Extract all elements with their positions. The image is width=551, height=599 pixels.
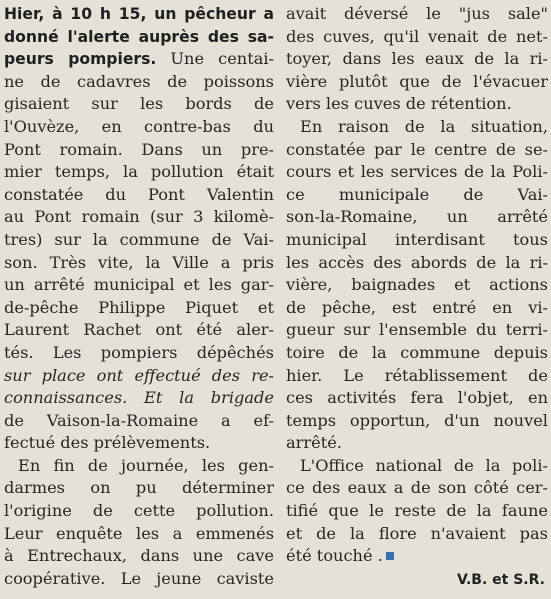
- line-text: des cuves, qu'il venait de net-: [286, 26, 548, 46]
- article-line: [286, 342, 548, 365]
- lead-text: peurs pompiers.: [4, 50, 157, 69]
- article-line: [4, 116, 274, 139]
- line-text: vière plutôt que de l'évacuer: [286, 71, 548, 91]
- article-line: [286, 48, 548, 71]
- article-line: [4, 206, 274, 229]
- line-text: son. Très vite, la Ville a pris: [4, 252, 274, 272]
- line-text: tres) sur la commune de Vai-: [4, 229, 274, 249]
- line-text: sur place ont effectué des re-: [4, 365, 274, 385]
- article-line: [4, 568, 274, 591]
- article-line: [4, 477, 274, 500]
- article-line: [286, 116, 548, 139]
- line-text: à Entrechaux, dans une cave: [4, 546, 274, 566]
- article-line: [4, 3, 274, 26]
- line-text: son-la-Romaine, un arrêté: [286, 207, 548, 227]
- article-line: [286, 93, 548, 116]
- line-text: avait déversé le "jus sale": [286, 4, 548, 23]
- article-line: [286, 71, 548, 94]
- line-text: les accès des abords de la ri-: [286, 252, 548, 272]
- line-text: un arrêté municipal et les gar-: [4, 275, 274, 295]
- article-line: [286, 500, 548, 523]
- article-line: [286, 432, 548, 455]
- article-line: [286, 410, 548, 433]
- author-signature: V.B. et S.R.: [456, 572, 545, 588]
- article-line: [4, 26, 274, 49]
- line-text: Laurent Rachet ont été aler-: [4, 320, 274, 340]
- line-text: temps opportun, d'un nouvel: [286, 410, 548, 430]
- article-line: [286, 229, 548, 252]
- line-text: cours et les services de la Poli-: [286, 162, 548, 182]
- line-text: de Vaison-la-Romaine a ef-: [4, 410, 274, 430]
- article-line: [286, 365, 548, 388]
- line-text: de-pêche Philippe Piquet et: [4, 297, 274, 317]
- line-text: mier temps, la pollution était: [4, 162, 274, 182]
- line-text: coopérative. Le jeune caviste: [4, 568, 274, 588]
- article-line: [286, 206, 548, 229]
- line-text: fectué des prélèvements.: [4, 433, 211, 453]
- line-text: gisaient sur les bords de: [4, 94, 274, 114]
- article-line: [4, 48, 274, 71]
- right-column: [286, 3, 548, 568]
- line-text: de pêche, est entré en vi-: [286, 297, 548, 317]
- line-text: donné l'alerte auprès des sa-: [4, 27, 274, 46]
- article-line: [4, 139, 274, 162]
- line-text: constatée par le centre de se-: [286, 139, 548, 159]
- article-line: [4, 71, 274, 94]
- article-line: [4, 319, 274, 342]
- line-text: toyer, dans les eaux de la ri-: [286, 49, 548, 69]
- line-text: été touché .: [286, 546, 383, 566]
- line-text: l'Ouvèze, en contre-bas du: [4, 116, 274, 136]
- line-text: ce des eaux a de son côté cer-: [286, 478, 548, 498]
- article-line: [286, 319, 548, 342]
- line-text: ce municipale de Vai-: [286, 184, 548, 204]
- line-text: Hier, à 10 h 15, un pêcheur a: [4, 5, 274, 23]
- article-line: [286, 274, 548, 297]
- article-line: [4, 432, 274, 455]
- line-text: l'origine de cette pollution.: [4, 501, 274, 521]
- article-line: [286, 161, 548, 184]
- article-line: [4, 297, 274, 320]
- article-line: [4, 545, 274, 568]
- line-text: au Pont romain (sur 3 kilomè-: [4, 207, 274, 227]
- line-text: L'Office national de la poli-: [300, 455, 548, 475]
- line-text: ne de cadavres de poissons: [4, 71, 274, 91]
- article-line: [286, 26, 548, 49]
- line-text: constatée du Pont Valentin: [4, 184, 274, 204]
- line-text: darmes on pu déterminer: [4, 478, 274, 498]
- line-text: gueur sur l'ensemble du terri-: [286, 320, 548, 340]
- article-line: [4, 410, 274, 433]
- line-text: tés. Les pompiers dépêchés: [4, 342, 274, 362]
- line-text: Une centai-: [156, 49, 275, 69]
- line-text: En fin de journée, les gen-: [18, 455, 274, 475]
- article-line: [4, 93, 274, 116]
- line-text: connaissances. Et la brigade: [4, 388, 274, 408]
- article-line: [286, 139, 548, 162]
- article-line: [4, 161, 274, 184]
- article-line: [286, 184, 548, 207]
- line-text: ces activités fera l'objet, en: [286, 388, 548, 408]
- article-line: [286, 477, 548, 500]
- left-column: [4, 3, 274, 590]
- line-text: En raison de la situation,: [300, 116, 548, 136]
- article-line: [4, 523, 274, 546]
- line-text: vière, baignades et actions: [286, 275, 548, 295]
- article-line: [4, 184, 274, 207]
- line-text: municipal interdisant tous: [286, 229, 548, 249]
- article-line: [286, 523, 548, 546]
- article-line: [286, 297, 548, 320]
- line-text: tifié que le reste de la faune: [286, 501, 548, 521]
- line-text: arrêté.: [286, 433, 342, 453]
- article-line: [4, 365, 274, 388]
- article-line: [4, 387, 274, 410]
- article-line: [286, 455, 548, 478]
- article-line: [4, 455, 274, 478]
- article-line: [4, 500, 274, 523]
- line-text: hier. Le rétablissement de: [286, 365, 548, 385]
- article-line: [4, 229, 274, 252]
- article-line: [286, 3, 548, 26]
- line-text: toire de la commune depuis: [286, 342, 548, 362]
- article-line: [4, 252, 274, 275]
- article-line: [4, 274, 274, 297]
- end-of-article-square-icon: [386, 552, 394, 560]
- line-text: Pont romain. Dans un pre-: [4, 139, 274, 159]
- line-text: et de la flore n'avaient pas: [286, 523, 548, 543]
- line-text: Leur enquête les a emmenés: [4, 523, 274, 543]
- article-line: [286, 252, 548, 275]
- article-line: [286, 387, 548, 410]
- line-text: vers les cuves de rétention.: [286, 94, 512, 114]
- article-line: [286, 545, 548, 568]
- article-line: [4, 342, 274, 365]
